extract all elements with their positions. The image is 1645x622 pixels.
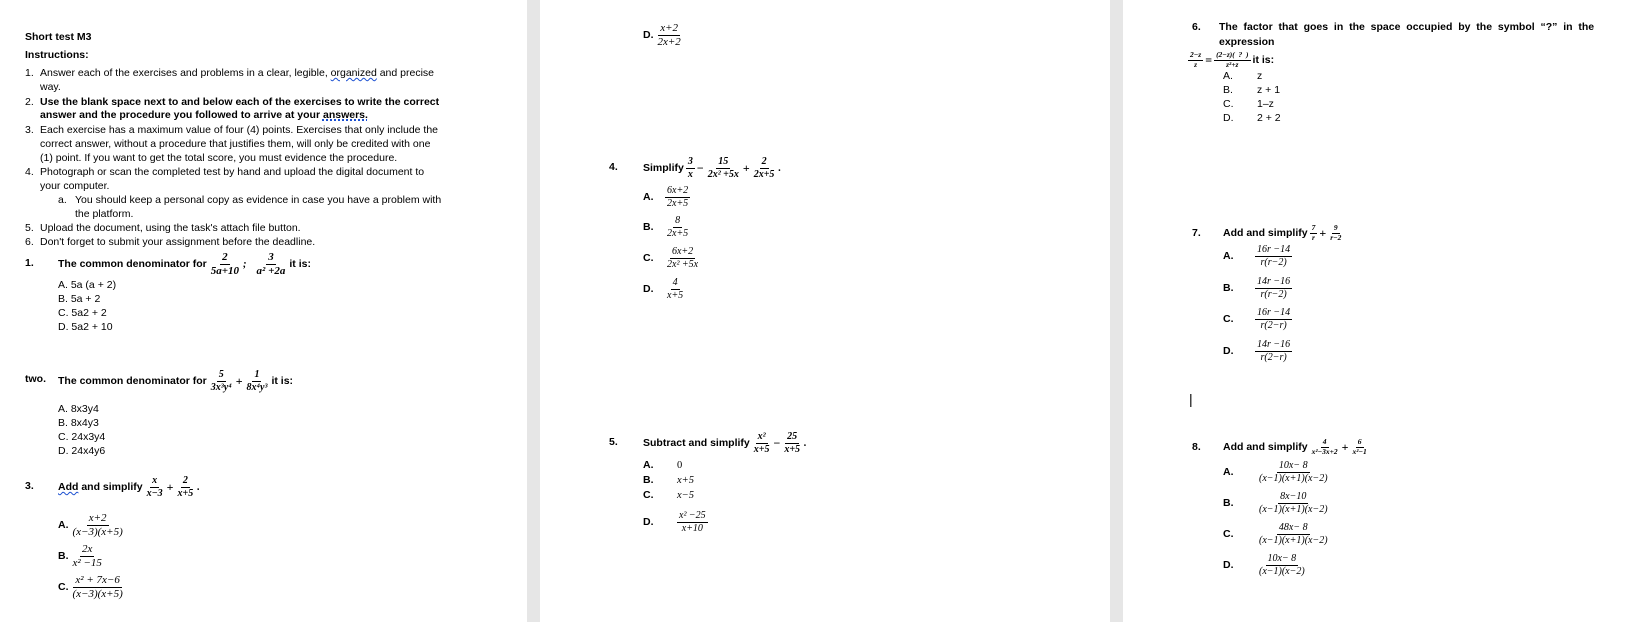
spellcheck-word: Add bbox=[58, 481, 79, 493]
instruction-text: Answer each of the exercises and problems in a clear, legible, organized and precise bbox=[40, 67, 434, 79]
answer-option: D. 5a2 + 10 bbox=[58, 321, 113, 333]
answer-option: D. 24x4y6 bbox=[58, 445, 106, 457]
question-number: 8. bbox=[1192, 441, 1201, 453]
fraction: $\frac{5}{\text{3x³y⁴}}$ bbox=[210, 369, 232, 393]
answer-option: B. $\frac{14r -16}{r(r-2)}$ bbox=[1223, 276, 1291, 300]
answer-option: C. 1–z bbox=[1223, 98, 1274, 110]
fraction: $\frac{16r -14}{r(2-r)}$ bbox=[1257, 307, 1291, 331]
fraction: $\frac{6}{\text{x²−1}}$ bbox=[1352, 436, 1367, 456]
document-page-1 bbox=[0, 0, 527, 622]
text-cursor: | bbox=[1189, 391, 1193, 407]
instruction-text: Use the blank space next to and below each of the exercises to write the correct bbox=[40, 96, 440, 108]
answer-option: B. x+5 bbox=[643, 474, 694, 486]
fraction: $\frac{48x- 8}{(x-1)(x+1)(x-2)}$ bbox=[1259, 522, 1328, 546]
instruction-text: the platform. bbox=[75, 208, 134, 220]
question-8-prompt: Add and simplify $\frac{4}{\text{x²−3x+2}}$ + $\frac{6}{\text{x²−1}}$ bbox=[1223, 436, 1367, 456]
instruction-number: 3. bbox=[25, 124, 34, 136]
instruction-text: Photograph or scan the completed test by hand and upload the digital document to bbox=[40, 166, 425, 178]
answer-option: A. 5a (a + 2) bbox=[58, 279, 117, 291]
answer-option: B. $\frac{8x-10}{(x-1)(x+1)(x-2)}$ bbox=[1223, 491, 1328, 515]
answer-option: B. 5a + 2 bbox=[58, 293, 101, 305]
answer-option: B. z + 1 bbox=[1223, 84, 1281, 96]
answer-option: A. $\frac{x+2}{(x-3)(x+5)}$ bbox=[58, 511, 123, 538]
question-number: two. bbox=[25, 373, 46, 385]
fraction: $\frac{4}{x+5}$ bbox=[667, 277, 684, 301]
answer-option: C. $\frac{\text{x² + 7x−6}}{(x-3)(x+5)}$ bbox=[58, 573, 123, 600]
question-number: 1. bbox=[25, 257, 34, 269]
instruction-text: way. bbox=[40, 81, 61, 93]
answer-option: D. $\frac{\text{x² −25}}{x+10}$ bbox=[643, 510, 706, 534]
question-4-prompt: Simplify $\frac{3}{x}$ − $\frac{15}{\text{2x² +5x}}$ + $\frac{2}{2x+5}$ . bbox=[643, 156, 782, 180]
answer-option: D. $\frac{10x- 8}{(x-1)(x-2)}$ bbox=[1223, 553, 1305, 577]
question-number: 6. bbox=[1192, 21, 1201, 33]
fraction: $\frac{1}{\text{8x⁴y³}}$ bbox=[246, 369, 268, 393]
fraction: $\frac{x+2}{2x+2}$ bbox=[657, 21, 681, 48]
answer-option: A. $\frac{16r -14}{r(r-2)}$ bbox=[1223, 244, 1291, 268]
question-7-prompt: Add and simplify $\frac{7}{r}$ + $\frac{9}{r-2}$ bbox=[1223, 222, 1342, 242]
question-6-text: The factor that goes in the space occupied by the symbol “?” in the bbox=[1219, 21, 1595, 33]
test-title: Short test M3 bbox=[25, 31, 92, 43]
fraction: $\frac{14r -16}{r(r-2)}$ bbox=[1257, 276, 1291, 300]
fraction: $\frac{25}{x+5}$ bbox=[784, 431, 801, 455]
fraction: $\frac{6x+2}{\text{2x² +5x}}$ bbox=[667, 246, 699, 270]
fraction: $\frac{x+2}{(x-3)(x+5)}$ bbox=[72, 511, 123, 538]
question-1-prompt: The common denominator for $\frac{2}{5a+10}$ ; $\frac{3}{\text{a² +2a}}$ it is: bbox=[58, 250, 311, 277]
answer-option: D. 2 + 2 bbox=[1223, 112, 1281, 124]
answer-option: A. $\frac{10x- 8}{(x-1)(x+1)(x-2)}$ bbox=[1223, 460, 1328, 484]
instruction-text: answer and the procedure you followed to arrive at your answers. bbox=[40, 109, 368, 121]
instruction-text: correct answer, without a procedure that justifies them, will only be credited with one bbox=[40, 138, 431, 150]
answers-link[interactable]: answers. bbox=[322, 109, 368, 121]
fraction: $\frac{\text{x² −25}}{x+10}$ bbox=[679, 510, 706, 534]
fraction: $\frac{9}{r-2}$ bbox=[1330, 222, 1342, 242]
fraction: $\frac{8x-10}{(x-1)(x+1)(x-2)}$ bbox=[1259, 491, 1328, 515]
answer-option: A. $\frac{6x+2}{2x+5}$ bbox=[643, 185, 689, 209]
fraction: $\frac{3}{\text{a² +2a}}$ bbox=[256, 250, 286, 277]
fraction: $\frac{15}{\text{2x² +5x}}$ bbox=[707, 156, 739, 180]
instruction-text: (1) point. If you want to get the total score, you must evidence the procedure. bbox=[40, 152, 398, 164]
question-number: 5. bbox=[609, 436, 618, 448]
fraction: $\frac{6x+2}{2x+5}$ bbox=[667, 185, 689, 209]
document-page-2 bbox=[540, 0, 1110, 622]
fraction: $\frac{16r -14}{r(r-2)}$ bbox=[1257, 244, 1291, 268]
fraction: $\frac{10x- 8}{(x-1)(x+1)(x-2)}$ bbox=[1259, 460, 1328, 484]
spellcheck-word: organized bbox=[330, 67, 377, 79]
instruction-text: You should keep a personal copy as evidence in case you have a problem with bbox=[75, 194, 442, 206]
answer-option: B. 8x4y3 bbox=[58, 417, 99, 429]
fraction: $\frac{\text{x² + 7x−6}}{(x-3)(x+5)}$ bbox=[72, 573, 123, 600]
answer-option: A. z bbox=[1223, 70, 1263, 82]
question-5-prompt: Subtract and simplify $\frac{\text{x²}}{x+5}$ − $\frac{25}{x+5}$ . bbox=[643, 431, 807, 455]
fraction: $\frac{2}{2x+5}$ bbox=[753, 156, 775, 180]
fraction: $\frac{2}{x+5}$ bbox=[177, 475, 194, 499]
fraction: $\frac{(2-z)( ? )}{\text{z²+z}}$ bbox=[1216, 49, 1249, 69]
instruction-number: 5. bbox=[25, 222, 34, 234]
answer-option: C. 24x3y4 bbox=[58, 431, 106, 443]
fraction: $\frac{2}{5a+10}$ bbox=[210, 250, 240, 277]
instruction-text: your computer. bbox=[40, 180, 110, 192]
answer-option: C. x−5 bbox=[643, 489, 694, 501]
fraction: $\frac{2-z}{z}$ bbox=[1190, 49, 1202, 69]
instructions-heading: Instructions: bbox=[25, 49, 89, 61]
instruction-number: 4. bbox=[25, 166, 34, 178]
fraction: $\frac{7}{r}$ bbox=[1311, 222, 1316, 242]
instruction-text: Don't forget to submit your assignment before the deadline. bbox=[40, 236, 316, 248]
answer-option: A. 8x3y4 bbox=[58, 403, 99, 415]
question-6-expression: $\frac{2-z}{z}$ = $\frac{(2-z)( ? )}{\text{z²+z}}$ it is: bbox=[1190, 49, 1275, 69]
instruction-number: a. bbox=[58, 194, 67, 206]
fraction: $\frac{4}{\text{x²−3x+2}}$ bbox=[1311, 436, 1338, 456]
instruction-text: Upload the document, using the task's attach file button. bbox=[40, 222, 301, 234]
fraction: $\frac{x}{x-3}$ bbox=[146, 475, 163, 499]
instruction-text: Each exercise has a maximum value of four (4) points. Exercises that only include the bbox=[40, 124, 439, 136]
answer-option: B. $\frac{2x}{\text{x² −15}}$ bbox=[58, 542, 102, 569]
answer-option: C. $\frac{48x- 8}{(x-1)(x+1)(x-2)}$ bbox=[1223, 522, 1328, 546]
answer-option: D. $\frac{14r -16}{r(2-r)}$ bbox=[1223, 339, 1291, 363]
question-3-prompt: Add and simplify $\frac{x}{x-3}$ + $\frac{2}{x+5}$ . bbox=[58, 475, 200, 499]
fraction: $\frac{14r -16}{r(2-r)}$ bbox=[1257, 339, 1291, 363]
question-number: 4. bbox=[609, 161, 618, 173]
question-6-text: expression bbox=[1219, 36, 1275, 48]
answer-option: D. $\frac{4}{x+5}$ bbox=[643, 277, 684, 301]
answer-option: C. $\frac{6x+2}{\text{2x² +5x}}$ bbox=[643, 246, 699, 270]
answer-option: B. $\frac{8}{2x+5}$ bbox=[643, 215, 689, 239]
fraction: $\frac{3}{x}$ bbox=[687, 156, 693, 180]
answer-option: C. $\frac{16r -14}{r(2-r)}$ bbox=[1223, 307, 1291, 331]
fraction: $\frac{2x}{\text{x² −15}}$ bbox=[72, 542, 102, 569]
question-number: 7. bbox=[1192, 227, 1201, 239]
instruction-number: 2. bbox=[25, 96, 34, 108]
question-number: 3. bbox=[25, 480, 34, 492]
answer-option: A. 0 bbox=[643, 459, 683, 471]
instruction-number: 6. bbox=[25, 236, 34, 248]
fraction: $\frac{8}{2x+5}$ bbox=[667, 215, 689, 239]
document-page-3 bbox=[1123, 0, 1645, 622]
instruction-number: 1. bbox=[25, 67, 34, 79]
fraction: $\frac{\text{x²}}{x+5}$ bbox=[753, 431, 770, 455]
fraction: $\frac{10x- 8}{(x-1)(x-2)}$ bbox=[1259, 553, 1305, 577]
answer-option: C. 5a2 + 2 bbox=[58, 307, 107, 319]
answer-option: D. $\frac{x+2}{2x+2}$ bbox=[643, 21, 681, 48]
question-2-prompt: The common denominator for $\frac{5}{\text{3x³y⁴}}$ + $\frac{1}{\text{8x⁴y³}}$ it is: bbox=[58, 369, 294, 393]
